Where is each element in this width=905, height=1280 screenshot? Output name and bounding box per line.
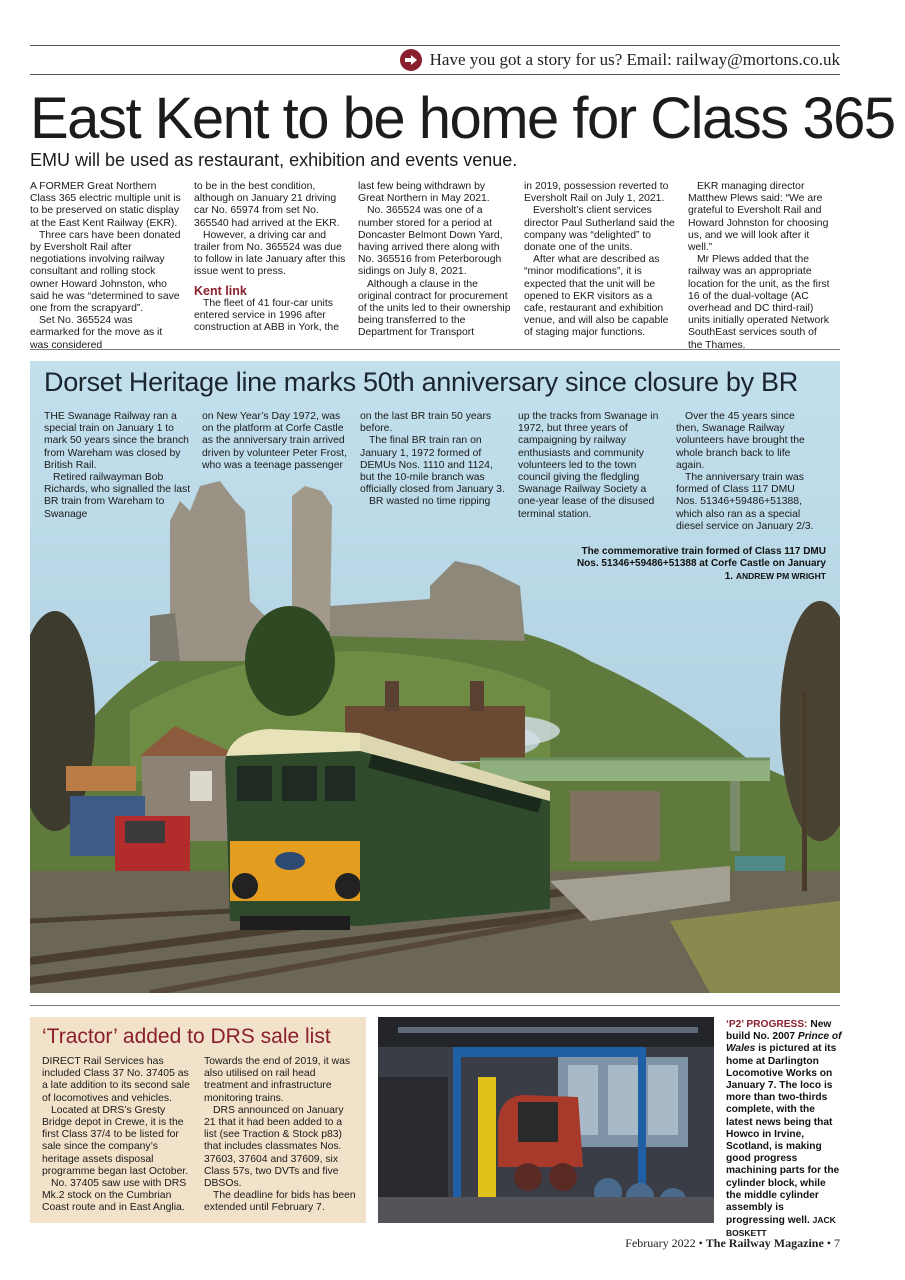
tractor-para: The deadline for bids has been extended until February 7. xyxy=(204,1190,356,1214)
dorset-col-1 xyxy=(44,411,192,533)
kent-para: After what are described as “minor modifications”, it is expected that the unit will be opened to EKR visitors as a cafe, restaurant and exhibition venue, and will also be capable of staging major functions. xyxy=(524,254,669,339)
dorset-col-4 xyxy=(518,411,666,533)
dorset-col-2 xyxy=(202,411,350,533)
p2-caption-lead: ‘P2’ PROGRESS: xyxy=(726,1019,808,1030)
kent-para: Three cars have been donated by Eversholt Rail after negotiations involving railway consultant and rolling stock owner Howard Johnston, who said he was “determined to save one from the scrapyard”. xyxy=(30,229,181,315)
dorset-para: on New Year’s Day 1972, was on the platform at Corfe Castle as the anniversary train arrived driven by volunteer Peter Frost, who was a teenage passenger xyxy=(202,411,347,471)
footer-separator: • xyxy=(826,1236,831,1250)
tractor-para: DRS announced on January 21 that it had been added to a list (see Traction & Stock p83) that includes classmates Nos. 37603, 37604 and 37609, six Class 57s, two DVTs and five DBSOs. xyxy=(204,1104,344,1190)
kent-para: The fleet of 41 four-car units entered service in 1996 after construction at ABB in York, the xyxy=(194,297,339,334)
tractor-headline: ‘Tractor’ added to DRS sale list xyxy=(42,1025,331,1048)
kent-body xyxy=(30,181,842,352)
kent-para: in 2019, possession reverted to Eversholt Rail on July 1, 2021. xyxy=(524,181,669,205)
p2-workshop-photo xyxy=(378,1017,714,1223)
dorset-para: Retired railwayman Bob Richards, who signalled the last BR train from Wareham to Swanage xyxy=(44,472,191,520)
caption-text: The commemorative train formed of Class 117 DMU Nos. 51346+59486+51388 at Corfe Castle on January 1. xyxy=(576,546,826,582)
photo-credit: ANDREW PM WRIGHT xyxy=(735,571,826,581)
kent-para: EKR managing director Matthew Plews said: “We are grateful to Eversholt Rail and Howard Johnston for choosing us, and we will look after it well.” xyxy=(688,181,829,254)
kent-link-subhead: Kent link xyxy=(194,283,247,298)
dorset-para: BR wasted no time ripping xyxy=(369,496,491,508)
issue-date: February 2022 xyxy=(625,1236,696,1250)
dorset-col-3 xyxy=(360,411,508,533)
kent-para: Mr Plews added that the railway was an appropriate location for the unit, as the first 16 of the dual-voltage (AC overhead and DC third-rail) units initially operated Network SouthEast services south of the Thames. xyxy=(688,254,830,351)
kent-para: Eversholt’s client services director Paul Sutherland said the company was “delighted” to donate one of the units. xyxy=(524,205,675,254)
tractor-article xyxy=(30,1017,366,1223)
tractor-para: Towards the end of 2019, it was also utilised on rail head treatment and infrastructure monitoring trains. xyxy=(204,1056,351,1104)
magazine-name: The Railway Magazine xyxy=(705,1236,824,1250)
section-rule xyxy=(30,349,840,350)
kent-col-5 xyxy=(688,181,830,352)
kent-para: However, a driving car and trailer from No. 365524 was due to follow in late January after this issue went to press. xyxy=(194,229,346,278)
dorset-col-5 xyxy=(676,411,816,533)
kent-col-2 xyxy=(194,181,346,352)
dorset-para: on the last BR train 50 years before. xyxy=(360,411,492,435)
footer-separator: • xyxy=(698,1236,703,1250)
kent-col-3 xyxy=(358,181,512,352)
tractor-body xyxy=(42,1056,360,1215)
kent-headline: East Kent to be home for Class 365 xyxy=(30,86,895,151)
kent-para: Although a clause in the original contract for procurement of the units led to their ownership being transferred to the Department for Transport xyxy=(358,278,511,339)
p2-caption xyxy=(726,1019,842,1241)
section-rule xyxy=(30,1005,840,1006)
kent-para: Set No. 365524 was earmarked for the move as it was considered xyxy=(30,315,163,351)
dorset-headline: Dorset Heritage line marks 50th anniversary since closure by BR xyxy=(44,367,798,397)
kent-col-4 xyxy=(524,181,676,352)
tractor-para: Located at DRS’s Gresty Bridge depot in Crewe, it is the first Class 37/4 to be listed for sale since the company’s heritage assets disposal programme began last October. xyxy=(42,1104,189,1177)
kent-para: A FORMER Great Northern Class 365 electric multiple unit is to be preserved on static display at the East Kent Railway (EKR). xyxy=(30,181,181,229)
story-rule xyxy=(30,74,840,75)
dorset-feature xyxy=(30,361,840,993)
photo-credit: JACK BOSKETT xyxy=(726,1215,836,1239)
p2-caption-text: is pictured at its home at Darlington Locomotive Works on January 7. The loco is more than two-thirds complete, with the latest news being that Howco in Irvine, Scotland, is making good progress machining parts for the cylinder block, while the middle cylinder assembly is progressing well. xyxy=(726,1043,840,1227)
dorset-para: up the tracks from Swanage in 1972, but three years of campaigning by railway enthusiasts and community volunteers led to the town council giving the fledgling Swanage Railway Society a one-year lease of the disused terminal station. xyxy=(518,411,659,520)
tractor-col-1 xyxy=(42,1056,194,1215)
dorset-para: The final BR train ran on January 1, 1972 formed of DEMUs Nos. 1110 and 1124, but the 10-mile branch was officially closed from January 3. xyxy=(360,435,505,496)
dorset-para: THE Swanage Railway ran a special train on January 1 to mark 50 years since the branch from Wareham was closed by British Rail. xyxy=(44,411,189,471)
p2-loco-name: Prince of Wales xyxy=(726,1031,842,1055)
arrow-right-icon xyxy=(400,49,422,71)
story-bar xyxy=(0,46,840,74)
dorset-para: The anniversary train was formed of Class 117 DMU Nos. 51346+59486+51388, which also ran as a special diesel service on January 2/3. xyxy=(676,472,814,532)
dorset-body xyxy=(44,411,824,533)
kent-subhead: EMU will be used as restaurant, exhibition and events venue. xyxy=(30,150,518,170)
kent-col-1 xyxy=(30,181,182,352)
dorset-para: Over the 45 years since then, Swanage Railway volunteers have brought the whole branch back to life again. xyxy=(676,411,805,471)
tractor-col-2 xyxy=(204,1056,356,1215)
kent-para: No. 365524 was one of a number stored for a period at Doncaster Belmont Down Yard, having arrived there along with No. 365516 from Peterborough sidings on July 8, 2021. xyxy=(358,205,503,278)
p2-caption-text: New build No. 2007 xyxy=(726,1019,832,1043)
story-email-text: Have you got a story for us? Email: railway@mortons.co.uk xyxy=(429,50,840,69)
kent-para: last few being withdrawn by Great Northern in May 2021. xyxy=(358,181,490,205)
page-number: 7 xyxy=(834,1236,840,1250)
tractor-para: No. 37405 saw use with DRS Mk.2 stock on the Cumbrian Coast route and in East Anglia. xyxy=(42,1178,187,1214)
page-footer xyxy=(625,1236,840,1251)
dorset-photo-caption xyxy=(566,546,826,583)
tractor-para: DIRECT Rail Services has included Class 37 No. 37405 as a late addition to its second sale of locomotives and vehicles. xyxy=(42,1056,190,1104)
kent-para: to be in the best condition, although on January 21 driving car No. 65974 from set No. 365540 had arrived at the EKR. xyxy=(194,181,340,229)
